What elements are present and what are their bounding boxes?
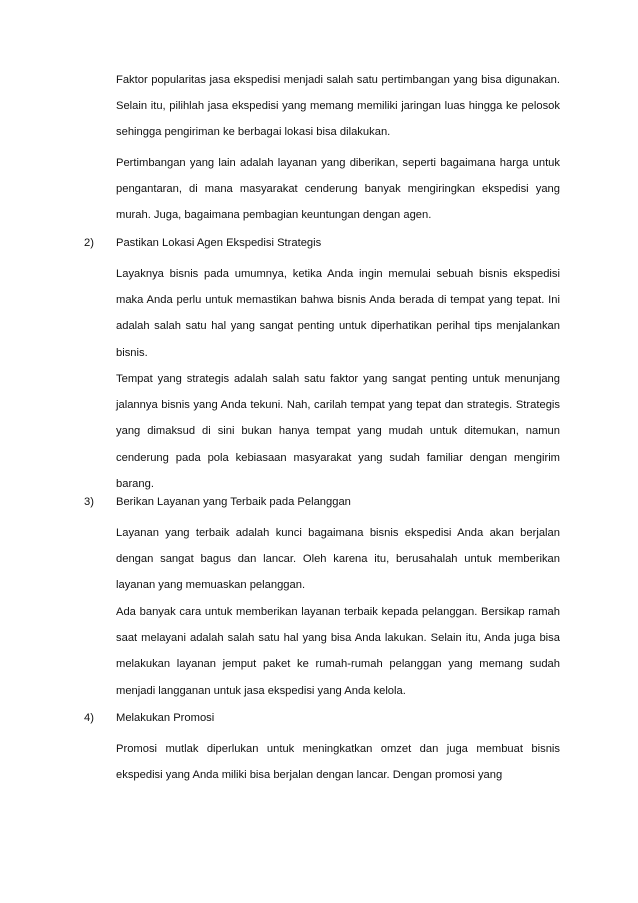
paragraph: Pertimbangan yang lain adalah layanan yang diberikan, seperti bagaimana harga untuk pengantaran, di mana masyarakat cenderung banyak mengiringkan ekspedisi yang murah. Juga, bagaimana pembagian keuntungan dengan agen. bbox=[116, 157, 560, 222]
section-number: 3) bbox=[84, 496, 94, 508]
paragraph: Layaknya bisnis pada umumnya, ketika Anda ingin memulai sebuah bisnis ekspedisi maka Anda perlu untuk memastikan bahwa bisnis Anda berada di tempat yang tepat. Ini adalah salah satu hal yang sangat penting untuk diperhatikan perihal tips menjalankan bisnis. bbox=[116, 268, 560, 359]
section-number: 4) bbox=[84, 712, 94, 724]
section-title: Berikan Layanan yang Terbaik pada Pelanggan bbox=[116, 496, 351, 508]
section-number: 2) bbox=[84, 237, 94, 249]
section-title: Melakukan Promosi bbox=[116, 712, 215, 724]
section-heading bbox=[84, 492, 351, 512]
section-title: Pastikan Lokasi Agen Ekspedisi Strategis bbox=[116, 237, 322, 249]
paragraph: Layanan yang terbaik adalah kunci bagaimana bisnis ekspedisi Anda akan berjalan dengan sangat bagus dan lancar. Oleh karena itu, berusahalah untuk memberikan layanan yang memuaskan pelanggan. bbox=[116, 527, 560, 592]
paragraph: Promosi mutlak diperlukan untuk meningkatkan omzet dan juga membuat bisnis ekspedisi yang Anda miliki bisa berjalan dengan lancar. Dengan promosi yang bbox=[116, 743, 560, 782]
paragraph: Faktor popularitas jasa ekspedisi menjadi salah satu pertimbangan yang bisa digunakan. Selain itu, pilihlah jasa ekspedisi yang memang memiliki jaringan luas hingga ke pelosok sehingga pengiriman ke berbagai lokasi bisa dilakukan. bbox=[116, 74, 560, 139]
section-heading bbox=[84, 233, 321, 253]
paragraph: Tempat yang strategis adalah salah satu faktor yang sangat penting untuk menunjang jalannya bisnis yang Anda tekuni. Nah, carilah tempat yang tepat dan strategis. Strategis yang dimaksud di sini bukan hanya tempat yang mudah untuk ditemukan, namun cenderung pada pola kebiasaan masyarakat yang sudah familiar dengan mengirim barang. bbox=[116, 373, 560, 490]
section-heading bbox=[84, 708, 214, 728]
paragraph: Ada banyak cara untuk memberikan layanan terbaik kepada pelanggan. Bersikap ramah saat melayani adalah salah satu hal yang bisa Anda lakukan. Selain itu, Anda juga bisa melakukan layanan jemput paket ke rumah-rumah pelanggan yang memang sudah menjadi langganan untuk jasa ekspedisi yang Anda kelola. bbox=[116, 606, 560, 697]
